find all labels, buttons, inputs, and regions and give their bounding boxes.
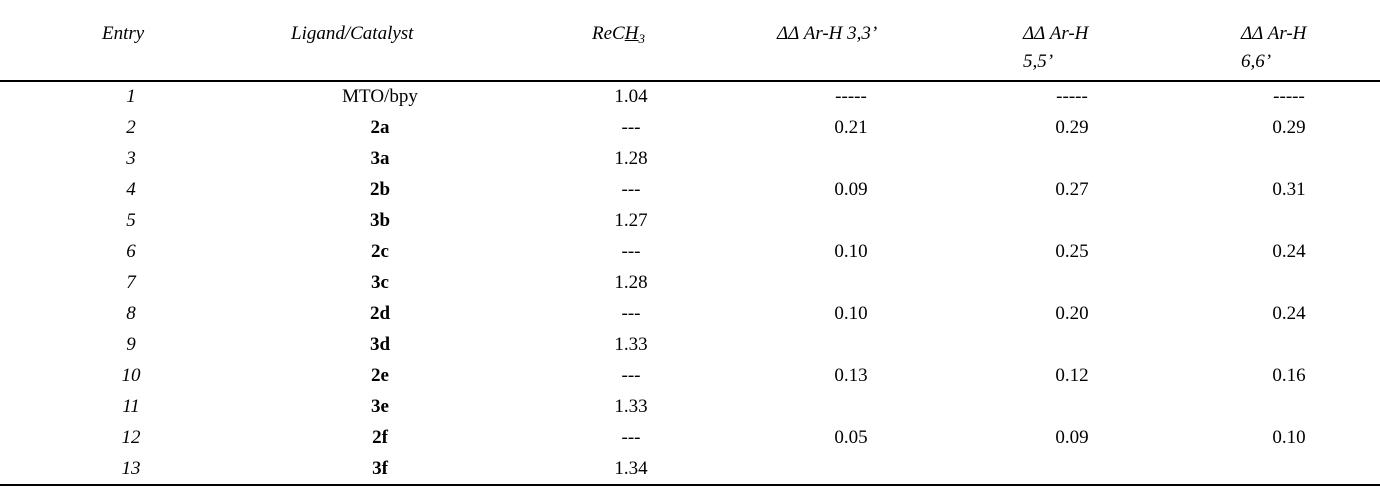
- ar-h-33-cell: 0.09: [834, 179, 868, 200]
- ligand-cell: 2d: [369, 303, 391, 324]
- rech3-cell: 1.28: [614, 272, 648, 293]
- ar-h-66-cell: 0.10: [1272, 427, 1306, 448]
- ligand-cell: 2f: [372, 427, 388, 448]
- header-rule: [0, 80, 1380, 82]
- ar-h-33-cell: 0.10: [834, 241, 868, 262]
- header-rech3-h: H: [624, 23, 639, 44]
- ligand-cell: 3d: [369, 334, 391, 355]
- ligand-cell: 3e: [371, 396, 389, 417]
- ar-h-55-cell: 0.09: [1055, 427, 1089, 448]
- ar-h-66-cell: 0.29: [1272, 117, 1306, 138]
- rech3-cell: 1.33: [614, 396, 648, 417]
- ar-h-66-cell: 0.24: [1272, 303, 1306, 324]
- entry-cell: 11: [122, 396, 140, 417]
- ar-h-33-cell: 0.21: [834, 117, 868, 138]
- ligand-cell: 2c: [371, 241, 389, 262]
- header-rech3-prefix: ReC: [592, 23, 625, 44]
- ar-h-66-cell: 0.24: [1272, 241, 1306, 262]
- ligand-cell: 2a: [370, 117, 390, 138]
- rech3-cell: 1.33: [614, 334, 648, 355]
- header-entry: Entry: [102, 23, 145, 44]
- rech3-cell: ---: [621, 241, 641, 262]
- ligand-cell: 3f: [372, 458, 388, 479]
- ar-h-33-cell: 0.13: [834, 365, 868, 386]
- ligand-cell: 2e: [371, 365, 389, 386]
- header-ar-h-55-line2: 5,5’: [1023, 51, 1054, 72]
- entry-cell: 2: [126, 117, 136, 138]
- rech3-cell: ---: [621, 303, 641, 324]
- ar-h-55-cell: 0.29: [1055, 117, 1089, 138]
- entry-cell: 12: [121, 427, 141, 448]
- rech3-cell: 1.28: [614, 148, 648, 169]
- ar-h-55-cell: -----: [1056, 86, 1088, 107]
- bottom-rule: [0, 484, 1380, 486]
- ar-h-66-cell: 0.16: [1272, 365, 1306, 386]
- entry-cell: 7: [126, 272, 136, 293]
- entry-cell: 6: [126, 241, 136, 262]
- ar-h-55-cell: 0.27: [1055, 179, 1089, 200]
- rech3-cell: 1.04: [614, 86, 648, 107]
- rech3-cell: ---: [621, 427, 641, 448]
- ar-h-55-cell: 0.12: [1055, 365, 1089, 386]
- ligand-cell: 2b: [369, 179, 391, 200]
- ar-h-66-cell: -----: [1273, 86, 1305, 107]
- header-ar-h-66-line1: ΔΔ Ar-H: [1241, 23, 1307, 44]
- rech3-cell: ---: [621, 365, 641, 386]
- ar-h-33-cell: 0.05: [834, 427, 868, 448]
- rech3-cell: 1.27: [614, 210, 648, 231]
- ar-h-55-cell: 0.25: [1055, 241, 1089, 262]
- header-ligand-catalyst: Ligand/Catalyst: [291, 23, 414, 44]
- entry-cell: 13: [121, 458, 141, 479]
- entry-cell: 4: [126, 179, 136, 200]
- header-ar-h-33: ΔΔ Ar-H 3,3’: [777, 23, 878, 44]
- rech3-cell: ---: [621, 179, 641, 200]
- ligand-cell: 3c: [371, 272, 389, 293]
- rech3-cell: ---: [621, 117, 641, 138]
- entry-cell: 9: [126, 334, 136, 355]
- header-rech3-sub: 3: [638, 31, 645, 46]
- ar-h-66-cell: 0.31: [1272, 179, 1306, 200]
- header-ar-h-55-line1: ΔΔ Ar-H: [1023, 23, 1089, 44]
- header-ar-h-66-line2: 6,6’: [1241, 51, 1272, 72]
- rech3-cell: 1.34: [614, 458, 648, 479]
- header-rech3: [592, 20, 645, 48]
- entry-cell: 1: [126, 86, 136, 107]
- ligand-cell: 3a: [370, 148, 390, 169]
- ligand-cell: MTO/bpy: [342, 86, 418, 107]
- entry-cell: 3: [126, 148, 136, 169]
- ar-h-55-cell: 0.20: [1055, 303, 1089, 324]
- ar-h-33-cell: 0.10: [834, 303, 868, 324]
- entry-cell: 10: [121, 365, 141, 386]
- entry-cell: 8: [126, 303, 136, 324]
- ligand-cell: 3b: [369, 210, 391, 231]
- entry-cell: 5: [126, 210, 136, 231]
- ar-h-33-cell: -----: [835, 86, 867, 107]
